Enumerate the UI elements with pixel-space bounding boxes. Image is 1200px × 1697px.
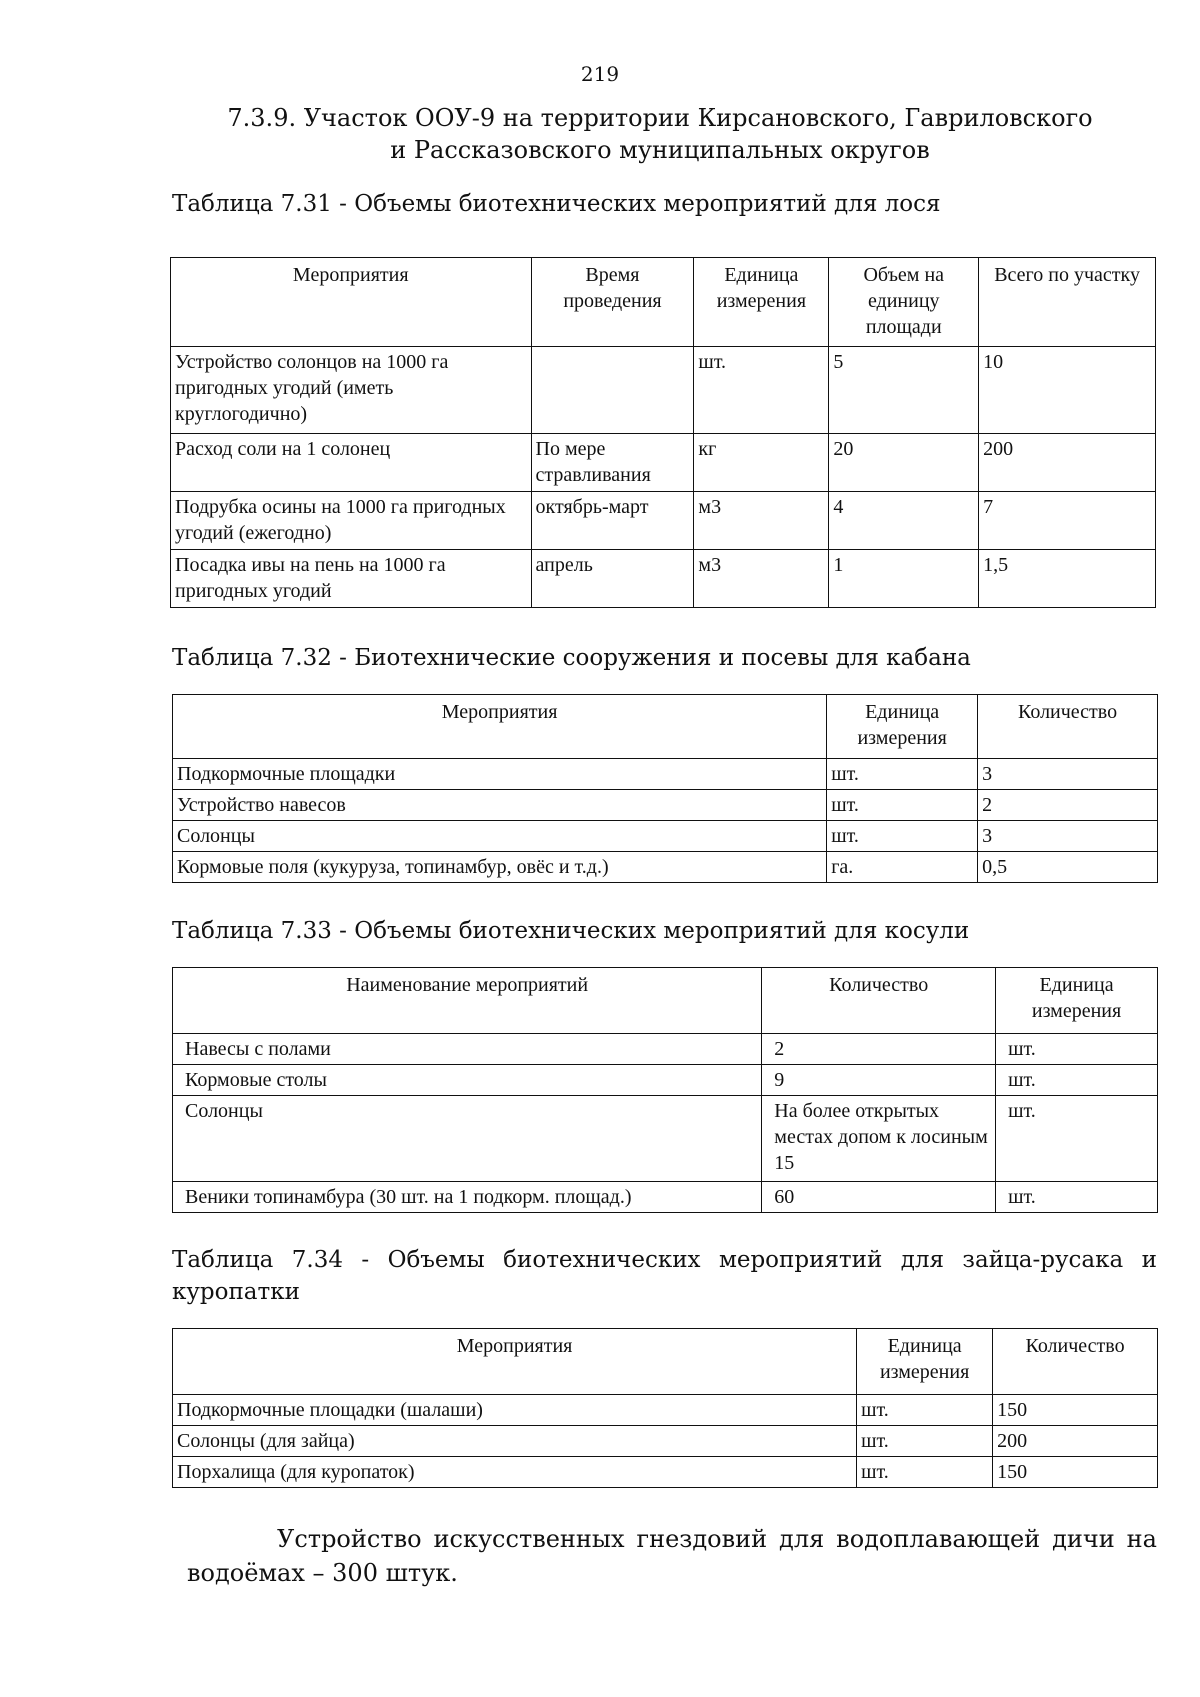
table-row <box>173 790 1158 821</box>
table-cell: Солонцы <box>173 1096 762 1182</box>
table-cell: шт. <box>857 1395 993 1426</box>
table-cell: 10 <box>979 347 1156 434</box>
table-cell: 1 <box>829 550 979 608</box>
table-header-cell: Мероприятия <box>173 1329 857 1395</box>
table-cell: 20 <box>829 434 979 492</box>
table-cell: шт. <box>827 821 978 852</box>
table-cell: Подрубка осины на 1000 га пригодных угодий (ежегодно) <box>171 492 532 550</box>
table-row <box>173 1034 1158 1065</box>
table-row <box>173 821 1158 852</box>
table-cell: Подкормочные площадки (шалаши) <box>173 1395 857 1426</box>
table-header-cell: Единица измерения <box>694 258 829 347</box>
table-cell: апрель <box>531 550 694 608</box>
table-header-cell: Мероприятия <box>173 695 827 759</box>
table-cell: 60 <box>762 1182 996 1213</box>
table-row <box>171 492 1156 550</box>
table-cell: шт. <box>996 1096 1158 1182</box>
table-row <box>173 1096 1158 1182</box>
table-cell: Навесы с полами <box>173 1034 762 1065</box>
table-row <box>173 1182 1158 1213</box>
table-cell: м3 <box>694 550 829 608</box>
table-cell: Кормовые столы <box>173 1065 762 1096</box>
table-cell: Порхалища (для куропаток) <box>173 1457 857 1488</box>
table-row <box>173 1457 1158 1488</box>
table-cell: Устройство навесов <box>173 790 827 821</box>
table-cell: 1,5 <box>979 550 1156 608</box>
table-row <box>171 347 1156 434</box>
table-cell: 9 <box>762 1065 996 1096</box>
table-cell: 200 <box>993 1426 1158 1457</box>
table-header-cell: Единица измерения <box>827 695 978 759</box>
table-header-cell: Единица измерения <box>996 968 1158 1034</box>
table-cell: шт. <box>996 1034 1158 1065</box>
table-cell: шт. <box>827 759 978 790</box>
page-number: 219 <box>580 62 620 86</box>
table-cell: 2 <box>762 1034 996 1065</box>
table-header-cell: Наименование мероприятий <box>173 968 762 1034</box>
table-cell: октябрь-март <box>531 492 694 550</box>
table-row <box>171 550 1156 608</box>
table-cell: 4 <box>829 492 979 550</box>
table-33-caption: Таблица 7.33 - Объемы биотехнических мероприятий для косули <box>172 918 970 944</box>
table-34-caption: Таблица 7.34 - Объемы биотехнических мероприятий для зайца-русака и куропатки <box>172 1247 1157 1305</box>
table-row <box>173 852 1158 883</box>
table-cell: 7 <box>979 492 1156 550</box>
table-cell: м3 <box>694 492 829 550</box>
table-cell: По мере стравливания <box>531 434 694 492</box>
table-cell: 3 <box>978 821 1158 852</box>
table-cell: Солонцы (для зайца) <box>173 1426 857 1457</box>
table-cell: шт. <box>694 347 829 434</box>
table-row <box>173 759 1158 790</box>
table-row <box>173 1395 1158 1426</box>
table-cell: шт. <box>996 1065 1158 1096</box>
table-cell: 0,5 <box>978 852 1158 883</box>
table-cell: шт. <box>996 1182 1158 1213</box>
table-header-cell: Единица измерения <box>857 1329 993 1395</box>
table-cell: Кормовые поля (кукуруза, топинамбур, овёс и т.д.) <box>173 852 827 883</box>
table-cell: Веники топинамбура (30 шт. на 1 подкорм. площад.) <box>173 1182 762 1213</box>
table-cell: Подкормочные площадки <box>173 759 827 790</box>
table-cell: кг <box>694 434 829 492</box>
table-header-cell: Количество <box>978 695 1158 759</box>
table-34 <box>172 1328 1158 1488</box>
table-33 <box>172 967 1158 1213</box>
table-33-header-row <box>173 968 1158 1034</box>
table-31-header-row <box>171 258 1156 347</box>
table-header-cell: Время проведения <box>531 258 694 347</box>
table-header-cell: Количество <box>762 968 996 1034</box>
table-cell: Солонцы <box>173 821 827 852</box>
table-cell: 150 <box>993 1395 1158 1426</box>
table-cell: шт. <box>857 1426 993 1457</box>
table-32-header-row <box>173 695 1158 759</box>
table-cell: На более открытых местах допом к лосиным 15 <box>762 1096 996 1182</box>
table-cell: 200 <box>979 434 1156 492</box>
table-cell: 3 <box>978 759 1158 790</box>
table-cell: 150 <box>993 1457 1158 1488</box>
table-cell: га. <box>827 852 978 883</box>
table-32 <box>172 694 1158 883</box>
table-header-cell: Количество <box>993 1329 1158 1395</box>
table-row <box>173 1065 1158 1096</box>
table-header-cell: Мероприятия <box>171 258 532 347</box>
closing-paragraph: Устройство искусственных гнездовий для водоплавающей дичи на водоёмах – 300 штук. <box>187 1525 1157 1587</box>
table-cell: Посадка ивы на пень на 1000 га пригодных угодий <box>171 550 532 608</box>
section-title: 7.3.9. Участок ООУ-9 на территории Кирсановского, Гавриловского и Рассказовского муниципальных округов <box>227 104 1093 164</box>
table-header-cell: Всего по участку <box>979 258 1156 347</box>
table-cell: Устройство солонцов на 1000 га пригодных угодий (иметь круглогодично) <box>171 347 532 434</box>
table-cell: 2 <box>978 790 1158 821</box>
table-header-cell: Объем на единицу площади <box>829 258 979 347</box>
table-31-caption: Таблица 7.31 - Объемы биотехнических мероприятий для лося <box>172 191 941 217</box>
table-cell: 5 <box>829 347 979 434</box>
table-row <box>173 1426 1158 1457</box>
table-34-header-row <box>173 1329 1158 1395</box>
table-cell: шт. <box>827 790 978 821</box>
table-cell <box>531 347 694 434</box>
table-31 <box>170 257 1156 608</box>
table-32-caption: Таблица 7.32 - Биотехнические сооружения и посевы для кабана <box>172 645 971 671</box>
table-cell: шт. <box>857 1457 993 1488</box>
table-row <box>171 434 1156 492</box>
table-cell: Расход соли на 1 солонец <box>171 434 532 492</box>
